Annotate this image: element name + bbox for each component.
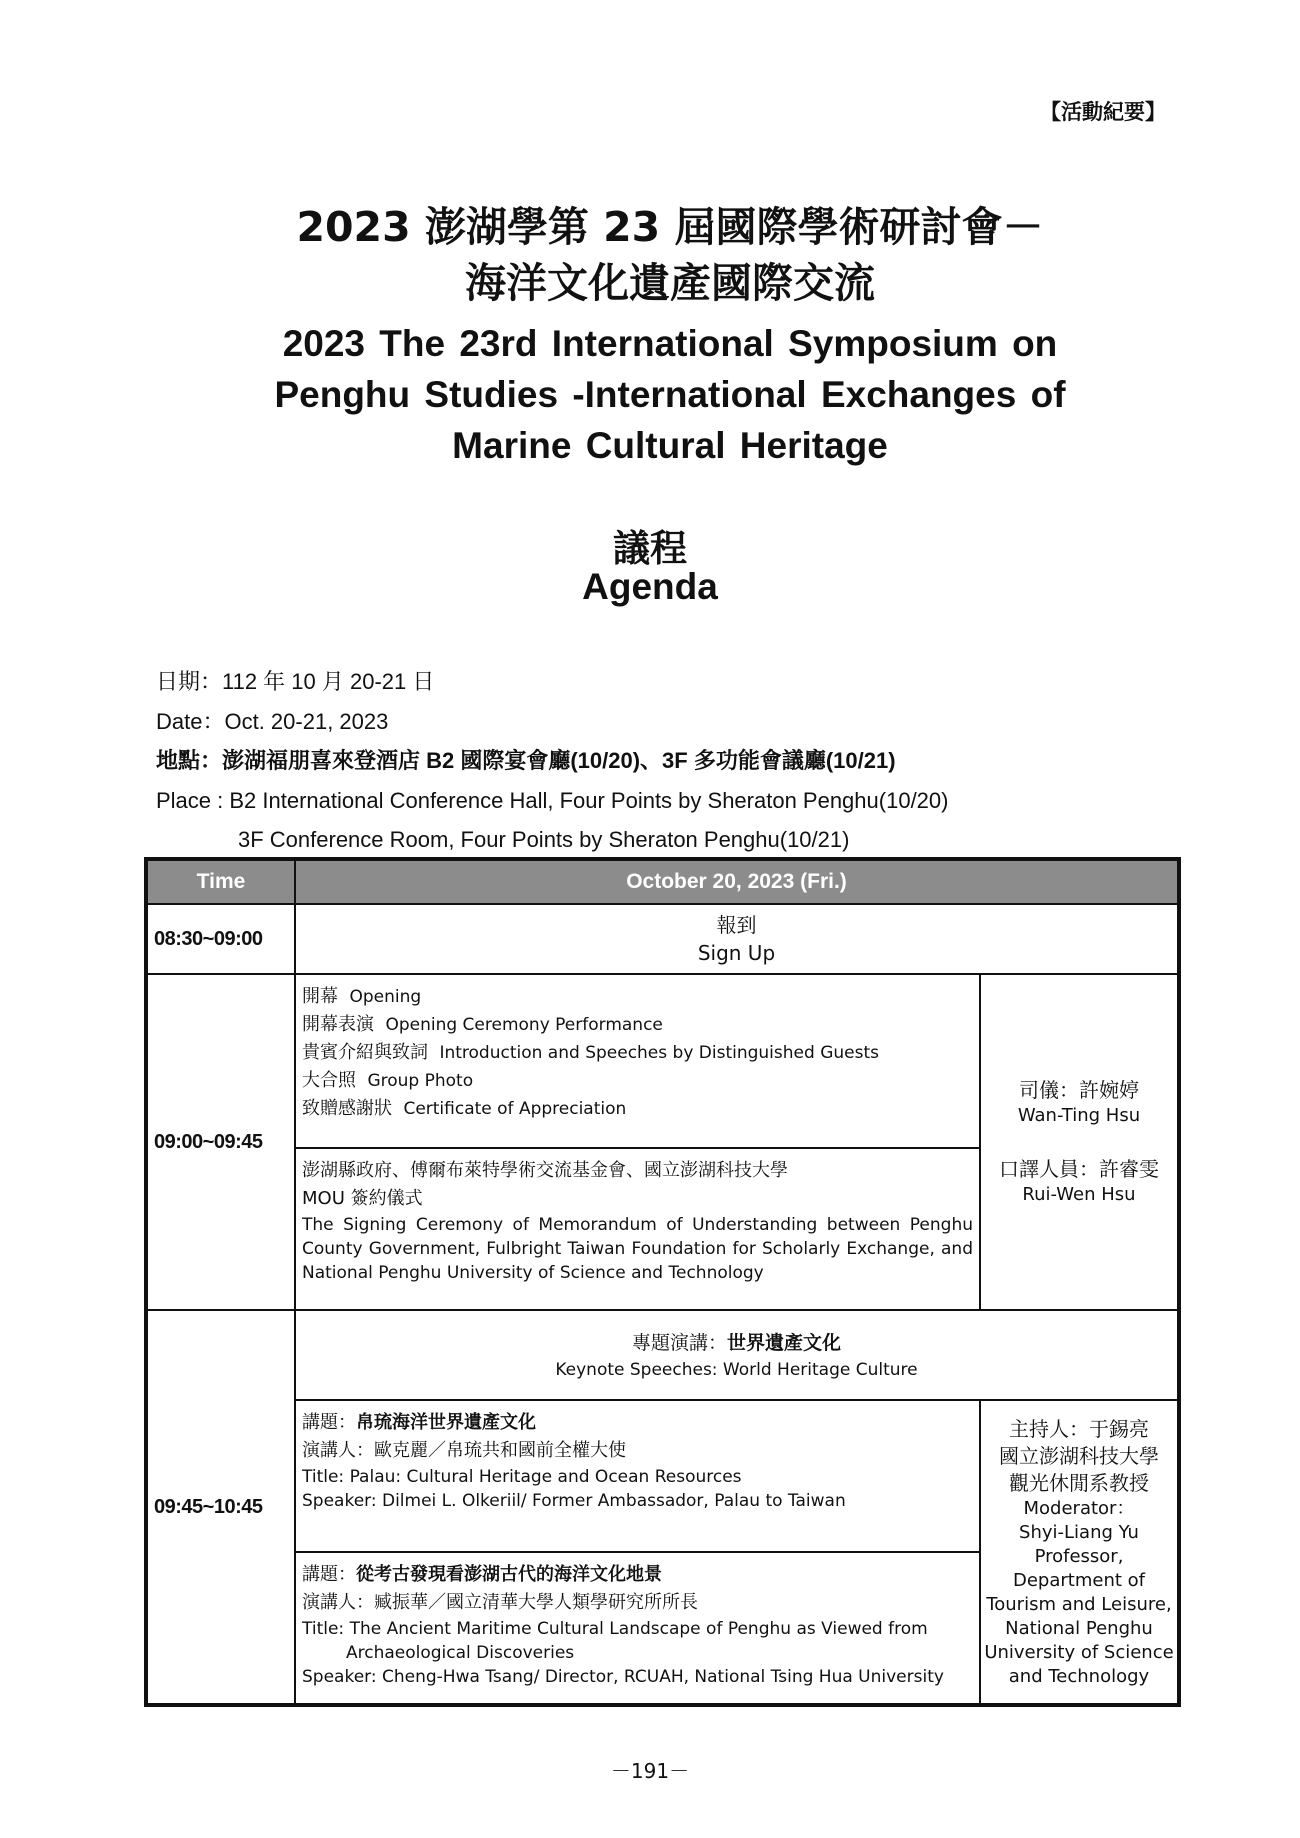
- talk1-speaker-zh: 演講人：歐克麗／帛琉共和國前全權大使: [302, 1440, 626, 1461]
- opening-cell: [295, 974, 980, 1148]
- interpreter-en: Rui-Wen Hsu: [1022, 1184, 1136, 1205]
- place-en-2: 3F Conference Room, Four Points by Sheraton Penghu(10/21): [238, 827, 850, 852]
- agenda-heading-en: Agenda: [582, 566, 718, 607]
- mou-en: The Signing Ceremony of Memorandum of Understanding between Penghu County Government, Fulbright Taiwan Foundation for Scholarly Exchange, and National Penghu University of Science and Technology: [302, 1215, 973, 1283]
- keynote-cell: [295, 1310, 1179, 1400]
- agenda-table: [144, 857, 1181, 1707]
- moderator-zh-2: 國立澎湖科技大學: [999, 1443, 1159, 1468]
- title-en-line1: 2023 The 23rd International Symposium on: [282, 323, 1058, 364]
- moderator-en-1: Moderator：: [1023, 1497, 1135, 1519]
- date-zh: 日期：112 年 10 月 20-21 日: [156, 669, 435, 694]
- section-tag: 【活動紀要】: [1040, 100, 1166, 124]
- table-row: [146, 904, 1179, 974]
- title-zh-line2: 海洋文化遺產國際交流: [465, 259, 875, 307]
- mc-zh: 司儀：許婉婷: [1019, 1078, 1139, 1102]
- list-item: 開幕 Opening: [302, 986, 422, 1007]
- mou-cell: [295, 1148, 980, 1310]
- table-row: [146, 974, 1179, 1148]
- talk1-title-en: Title: Palau: Cultural Heritage and Ocean Resources: [302, 1467, 742, 1487]
- table-row: [146, 1310, 1179, 1400]
- talk1-topic: 講題：帛琉海洋世界遺產文化: [302, 1412, 536, 1433]
- place-zh: 地點：澎湖福朋喜來登酒店 B2 國際宴會廳(10/20)、3F 多功能會議廳(10/21): [156, 748, 896, 773]
- header-day: October 20, 2023 (Fri.): [295, 859, 1179, 904]
- talk2-cell: [295, 1552, 980, 1705]
- header-time: Time: [146, 859, 295, 904]
- moderator-cell: [980, 1400, 1179, 1705]
- signup-cell: [295, 904, 1179, 974]
- time-cell: 08:30~09:00: [146, 904, 295, 974]
- page-number: －191－: [610, 1759, 690, 1783]
- place-en-1: Place : B2 International Conference Hall, Four Points by Sheraton Penghu(10/20): [156, 787, 949, 813]
- moderator-zh-3: 觀光休閒系教授: [1009, 1470, 1149, 1495]
- signup-en: Sign Up: [697, 941, 776, 965]
- list-item: 大合照 Group Photo: [302, 1070, 474, 1091]
- talk1-cell: [295, 1400, 980, 1552]
- moderator-zh-1: 主持人：于錫亮: [1009, 1416, 1149, 1441]
- mou-zh-2: MOU 簽約儀式: [302, 1188, 423, 1209]
- title-en-line2: Penghu Studies -International Exchanges of: [274, 374, 1066, 415]
- talk2-speaker-zh: 演講人：臧振華／國立清華大學人類學研究所所長: [302, 1592, 698, 1613]
- title-zh-line1: 2023 澎湖學第 23 屆國際學術研討會－: [296, 203, 1044, 251]
- title-en: [260, 318, 1080, 471]
- title-en-line3: Marine Cultural Heritage: [452, 425, 888, 466]
- talk1-speaker-en: Speaker: Dilmei L. Olkeriil/ Former Ambassador, Palau to Taiwan: [302, 1491, 846, 1511]
- list-item: 開幕表演 Opening Ceremony Performance: [302, 1014, 663, 1035]
- list-item: 致贈感謝狀 Certificate of Appreciation: [302, 1098, 627, 1119]
- signup-zh: 報到: [716, 913, 757, 937]
- mou-zh-1: 澎湖縣政府、傅爾布萊特學術交流基金會、國立澎湖科技大學: [302, 1160, 788, 1181]
- event-info: [156, 662, 948, 860]
- talk2-topic: 講題：從考古發現看澎湖古代的海洋文化地景: [302, 1564, 662, 1585]
- title-block: [260, 200, 1080, 471]
- table-header-row: [146, 859, 1179, 904]
- table-row: [146, 1400, 1179, 1552]
- host-cell: [980, 974, 1179, 1310]
- talk2-speaker-en: Speaker: Cheng-Hwa Tsang/ Director, RCUAH, National Tsing Hua University: [302, 1667, 944, 1687]
- time-cell: 09:45~10:45: [146, 1310, 295, 1705]
- moderator-en-3: Professor, Department of Tourism and Leisure, National Penghu University of Science and Technology: [984, 1545, 1174, 1687]
- keynote-en: Keynote Speeches: World Heritage Culture: [555, 1360, 918, 1380]
- talk2-title-en-2: Archaeological Discoveries: [346, 1643, 575, 1663]
- moderator-en-2: Shyi-Liang Yu: [1019, 1521, 1139, 1543]
- talk2-title-en-1: Title: The Ancient Maritime Cultural Landscape of Penghu as Viewed from: [302, 1619, 928, 1639]
- list-item: 貴賓介紹與致詞 Introduction and Speeches by Distinguished Guests: [302, 1042, 879, 1063]
- mc-en: Wan-Ting Hsu: [1017, 1105, 1141, 1126]
- time-cell: 09:00~09:45: [146, 974, 295, 1310]
- interpreter-zh: 口譯人員：許睿雯: [999, 1157, 1159, 1181]
- keynote-zh: 專題演講：世界遺產文化: [631, 1332, 842, 1354]
- date-en: Date：Oct. 20-21, 2023: [156, 708, 389, 734]
- agenda-heading-zh: 議程: [613, 527, 687, 570]
